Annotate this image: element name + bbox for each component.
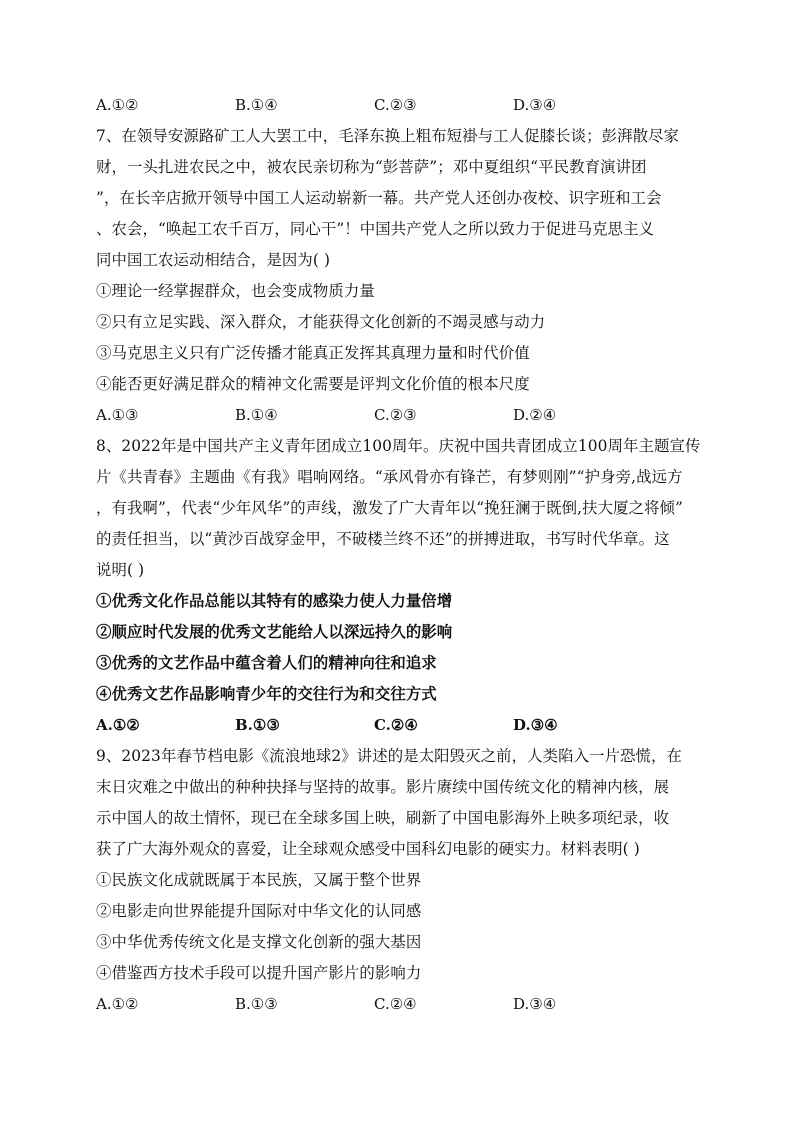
q7-statement-4: ④能否更好满足群众的精神文化需要是评判文化价值的根本尺度 — [96, 375, 530, 393]
q7-options — [96, 400, 700, 431]
q9-stem-line: 示中国人的故土情怀，现已在全球多国上映，刷新了中国电影海外上映多项纪录，收 — [96, 809, 670, 827]
question-9 — [96, 741, 700, 1020]
exam-page — [96, 90, 700, 1020]
q8-stem-line: 片《共青春》主题曲《有我》唱响网络。“承风骨亦有锋芒，有梦则刚”“护身旁,战远方 — [96, 468, 683, 486]
q8-option-c[interactable]: C.②④ — [374, 716, 418, 734]
q8-options — [96, 710, 700, 741]
q7-statement-1: ①理论一经掌握群众，也会变成物质力量 — [96, 282, 375, 300]
q6-option-b[interactable]: B.①④ — [235, 96, 278, 114]
q7-option-a[interactable]: A.①③ — [96, 406, 139, 424]
q6-option-a[interactable]: A.①② — [96, 96, 139, 114]
q7-statement-2: ②只有立足实践、深入群众，才能获得文化创新的不竭灵感与动力 — [96, 313, 546, 331]
q9-stem-line: 获了广大海外观众的喜爱，让全球观众感受中国科幻电影的硬实力。材料表明( ) — [96, 840, 640, 858]
q8-statement-3: ③优秀的文艺作品中蕴含着人们的精神向往和追求 — [96, 654, 437, 672]
q6-option-c[interactable]: C.②③ — [374, 96, 417, 114]
q7-statement-3: ③马克思主义只有广泛传播才能真正发挥其真理力量和时代价值 — [96, 344, 530, 362]
q7-option-c[interactable]: C.②③ — [374, 406, 417, 424]
q7-stem-line: 、农会，“唤起工农千百万，同心干”！中国共产党人之所以致力于促进马克思主义 — [96, 220, 655, 238]
q7-stem-line: ”，在长辛店掀开领导中国工人运动崭新一幕。共产党人还创办夜校、识字班和工会 — [96, 189, 662, 207]
q9-statement-3: ③中华优秀传统文化是支撑文化创新的强大基因 — [96, 933, 422, 951]
question-7 — [96, 121, 700, 431]
q7-stem-line: 7、在领导安源路矿工人大罢工中，毛泽东换上粗布短褂与工人促膝长谈；彭湃散尽家 — [96, 127, 680, 145]
q7-stem-line: 同中国工农运动相结合，是因为( ) — [96, 251, 331, 269]
q9-option-a[interactable]: A.①② — [96, 995, 139, 1013]
q8-option-a[interactable]: A.①② — [96, 716, 140, 734]
q9-statement-1: ①民族文化成就既属于本民族，又属于整个世界 — [96, 871, 422, 889]
q9-option-c[interactable]: C.②④ — [374, 995, 417, 1013]
q9-statement-2: ②电影走向世界能提升国际对中华文化的认同感 — [96, 902, 422, 920]
q8-stem-line: 8、2022年是中国共产主义青年团成立100周年。庆祝中国共青团成立100周年主题宣传 — [96, 437, 701, 455]
q9-option-b[interactable]: B.①③ — [235, 995, 278, 1013]
q8-stem-line: 的责任担当，以“黄沙百战穿金甲，不破楼兰终不还”的拼搏进取，书写时代华章。这 — [96, 530, 670, 548]
q9-stem-line: 9、2023年春节档电影《流浪地球2》讲述的是太阳毁灭之前，人类陷入一片恐慌，在 — [96, 747, 683, 765]
q8-option-d[interactable]: D.③④ — [513, 716, 558, 734]
q8-stem-line: 说明( ) — [96, 561, 145, 579]
q8-stem-line: ，有我啊”，代表“少年风华”的声线，激发了广大青年以“挽狂澜于既倒,扶大厦之将倾” — [96, 499, 684, 517]
q9-stem-line: 末日灾难之中做出的种种抉择与坚持的故事。影片赓续中国传统文化的精神内核，展 — [96, 778, 670, 796]
question-8 — [96, 431, 700, 741]
q9-options — [96, 989, 700, 1020]
q7-stem-line: 财，一头扎进农民之中，被农民亲切称为“彭菩萨”；邓中夏组织“平民教育演讲团 — [96, 158, 647, 176]
q9-option-d[interactable]: D.③④ — [513, 995, 557, 1013]
q9-statement-4: ④借鉴西方技术手段可以提升国产影片的影响力 — [96, 964, 422, 982]
q8-statement-2: ②顺应时代发展的优秀文艺能给人以深远持久的影响 — [96, 623, 453, 641]
q8-statement-1: ①优秀文化作品总能以其特有的感染力使人力量倍增 — [96, 592, 453, 610]
q6-option-d[interactable]: D.③④ — [513, 96, 557, 114]
q6-options — [96, 90, 700, 121]
q8-option-b[interactable]: B.①③ — [235, 716, 280, 734]
q8-statement-4: ④优秀文艺作品影响青少年的交往行为和交往方式 — [96, 685, 437, 703]
q7-option-b[interactable]: B.①④ — [235, 406, 278, 424]
q7-option-d[interactable]: D.②④ — [513, 406, 557, 424]
